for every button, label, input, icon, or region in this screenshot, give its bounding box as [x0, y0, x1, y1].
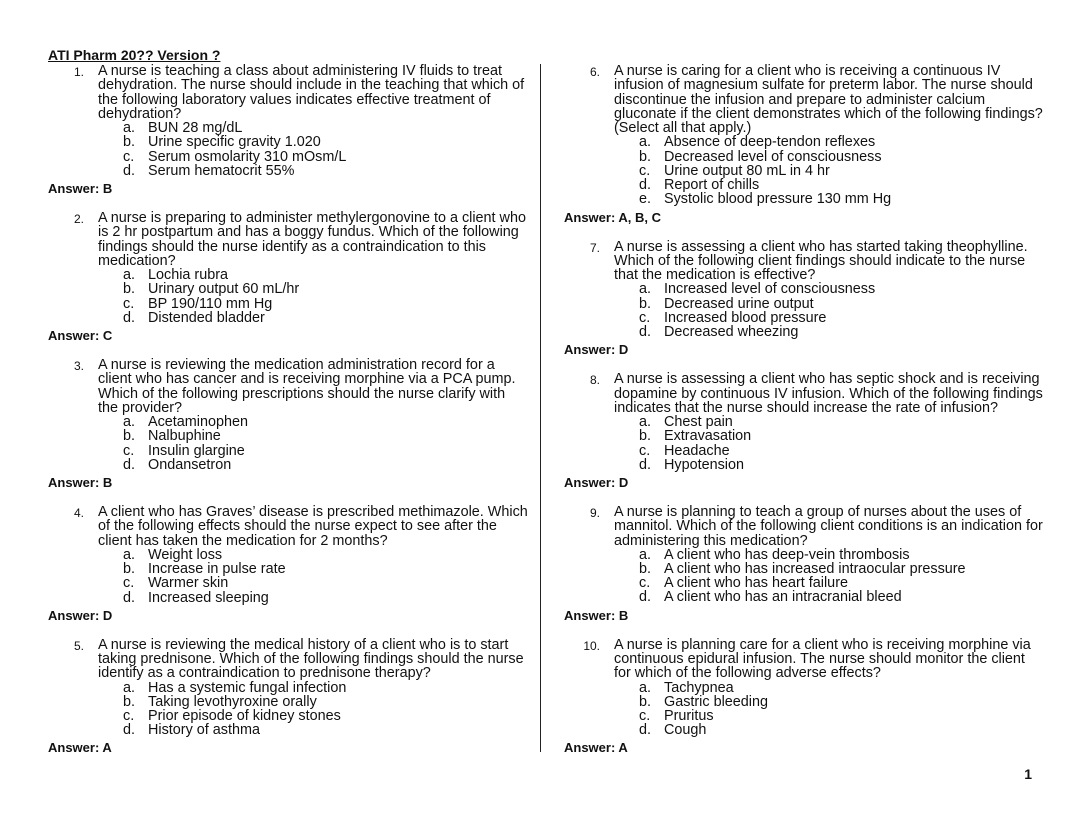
option	[639, 576, 1044, 590]
question-number: 4.	[73, 506, 84, 520]
question-number: 5.	[73, 638, 84, 653]
question-8	[564, 372, 1044, 490]
option	[123, 311, 528, 325]
option-list	[123, 681, 528, 738]
option-letter: b.	[123, 561, 136, 578]
option-text: A client who has deep-vein thrombosis	[664, 546, 910, 563]
option-text: Increased blood pressure	[664, 309, 827, 326]
option	[123, 562, 528, 576]
option-letter: c.	[639, 707, 651, 724]
option-letter: a.	[123, 679, 136, 696]
option-list	[639, 415, 1044, 472]
option-letter: c.	[639, 162, 651, 179]
answer-key: Answer: A	[564, 740, 628, 756]
option-text: Increased sleeping	[148, 589, 269, 606]
option-letter: c.	[123, 575, 135, 592]
option-text: Decreased wheezing	[664, 324, 799, 340]
option-list	[123, 415, 528, 472]
option-list	[639, 282, 1044, 339]
option	[123, 458, 528, 472]
option	[639, 282, 1044, 296]
option	[639, 297, 1044, 311]
option-letter: c.	[639, 442, 651, 459]
option-text: BUN 28 mg/dL	[148, 120, 243, 137]
option-text: Distended bladder	[148, 309, 265, 326]
option-letter: d.	[123, 309, 136, 326]
question-text: A nurse is assessing a client who has started taking theophylline. Which of the following client findings should indicate to the nurse that the medication is effective?	[614, 238, 1028, 284]
option-text: Decreased urine output	[664, 295, 814, 312]
option	[639, 192, 1044, 206]
question-7	[564, 240, 1044, 358]
option-text: Increased level of consciousness	[664, 281, 876, 298]
option	[639, 178, 1044, 192]
option-letter: d.	[123, 589, 136, 606]
right-column	[564, 63, 1044, 755]
option	[639, 562, 1044, 576]
option	[639, 590, 1044, 604]
question-text: A nurse is teaching a class about administering IV fluids to treat dehydration. The nurse should include in the teaching that which of the following laboratory values indicates effective treatment of dehydration?	[98, 63, 525, 122]
question-6	[564, 64, 1044, 225]
question-1	[48, 64, 528, 196]
option-text: Report of chills	[664, 177, 760, 194]
option	[123, 164, 528, 178]
option	[123, 695, 528, 709]
option-text: Headache	[664, 442, 730, 459]
option	[639, 695, 1044, 709]
question-text: A nurse is caring for a client who is receiving a continuous IV infusion of magnesium sulfate for preterm labor. The nurse should discontinue the infusion and prepare to administer calcium gluconate if the client demonstrates which of the following findings? (Select all that apply.)	[614, 63, 1043, 137]
left-column	[48, 63, 528, 755]
option-text: Hypotension	[664, 456, 744, 473]
option-text: Prior episode of kidney stones	[148, 708, 341, 724]
option-letter: c.	[123, 708, 135, 724]
option-letter: c.	[123, 442, 135, 459]
option-text: Cough	[664, 722, 707, 739]
question-text: A nurse is planning to teach a group of nurses about the uses of mannitol. Which of the following client conditions is an indication for administering this medication?	[614, 503, 1043, 549]
option-text: Urinary output 60 mL/hr	[148, 281, 300, 298]
option-text: Serum hematocrit 55%	[148, 162, 295, 179]
question-number: 8.	[589, 373, 600, 388]
option	[123, 681, 528, 695]
option-text: Urine specific gravity 1.020	[148, 134, 321, 151]
option	[123, 268, 528, 282]
question-number: 3.	[73, 359, 84, 373]
option	[123, 121, 528, 135]
answer-key: Answer: A	[48, 740, 112, 756]
option-list	[639, 548, 1044, 605]
option-text: Taking levothyroxine orally	[148, 693, 317, 710]
question-number: 6.	[589, 65, 600, 79]
document-title: ATI Pharm 20?? Version ?	[48, 47, 221, 63]
option-text: Ondansetron	[148, 456, 232, 473]
question-2	[48, 211, 528, 343]
option-list	[639, 135, 1044, 206]
option-letter: e.	[639, 191, 652, 208]
question-text: A nurse is reviewing the medication administration record for a client who has cancer and is receiving morphine via a PCA pump. Which of the following prescriptions should the nurse clarify with the provider?	[98, 357, 516, 416]
option	[639, 458, 1044, 472]
question-5	[48, 638, 528, 756]
option	[639, 723, 1044, 737]
question-text: A client who has Graves’ disease is prescribed methimazole. Which of the following effects should the nurse expect to see after the client has taken the medication for 2 months?	[98, 504, 528, 549]
option-text: Chest pain	[664, 414, 733, 431]
option-letter: d.	[639, 177, 652, 194]
question-text: A nurse is assessing a client who has septic shock and is receiving dopamine by continuous IV infusion. Which of the following findings indicates that the nurse should increase the rate of infusion?	[614, 371, 1043, 416]
option-letter: c.	[639, 575, 651, 592]
option-letter: d.	[639, 589, 652, 606]
question-10	[564, 638, 1044, 756]
option-text: Decreased level of consciousness	[664, 148, 882, 165]
option-text: Insulin glargine	[148, 442, 245, 459]
option-letter: a.	[639, 414, 652, 431]
option	[639, 135, 1044, 149]
question-number: 1.	[73, 65, 84, 79]
question-number: 10.	[583, 638, 600, 653]
question-4	[48, 505, 528, 623]
option	[123, 150, 528, 164]
option	[639, 548, 1044, 562]
option-list	[123, 121, 528, 178]
option-text: History of asthma	[148, 722, 260, 739]
option-letter: d.	[639, 722, 652, 739]
option-text: Pruritus	[664, 707, 714, 724]
option	[123, 576, 528, 590]
option	[123, 723, 528, 737]
column-divider	[540, 64, 541, 752]
question-text: A nurse is preparing to administer methylergonovine to a client who is 2 hr postpartum and has a boggy fundus. Which of the following findings should the nurse identify as a contraindication to this medication?	[98, 210, 526, 269]
option-text: Nalbuphine	[148, 428, 221, 445]
option-list	[639, 681, 1044, 738]
option-letter: d.	[123, 722, 136, 739]
answer-key: Answer: B	[48, 181, 113, 196]
option-text: Absence of deep-tendon reflexes	[664, 134, 876, 151]
option-text: Serum osmolarity 310 mOsm/L	[148, 148, 347, 165]
option-letter: a.	[123, 546, 136, 563]
option	[123, 415, 528, 429]
option-text: A client who has increased intraocular pressure	[664, 561, 966, 577]
option	[123, 297, 528, 311]
answer-key: Answer: A, B, C	[564, 209, 662, 225]
question-number: 7.	[589, 240, 600, 255]
option	[123, 444, 528, 458]
answer-key: Answer: D	[564, 342, 629, 358]
option-letter: c.	[123, 148, 135, 165]
option-text: Extravasation	[664, 428, 752, 445]
option-list	[123, 548, 528, 605]
option	[639, 709, 1044, 723]
option-letter: d.	[639, 324, 652, 340]
option	[123, 429, 528, 443]
option	[639, 164, 1044, 178]
option-list	[123, 268, 528, 325]
answer-key: Answer: C	[48, 328, 113, 343]
option-letter: a.	[123, 414, 136, 431]
answer-key: Answer: D	[48, 607, 113, 623]
option	[123, 548, 528, 562]
option	[123, 135, 528, 149]
option	[639, 325, 1044, 339]
option-text: Tachypnea	[664, 679, 734, 696]
option-text: Urine output 80 mL in 4 hr	[664, 162, 830, 179]
option-text: Warmer skin	[148, 575, 229, 592]
option-text: Has a systemic fungal infection	[148, 679, 347, 696]
option-letter: a.	[639, 546, 652, 563]
option-text: Lochia rubra	[148, 267, 228, 284]
option-text: A client who has an intracranial bleed	[664, 589, 902, 606]
option-text: Acetaminophen	[148, 414, 249, 431]
option	[639, 150, 1044, 164]
question-9	[564, 505, 1044, 623]
question-number: 2.	[73, 212, 84, 226]
answer-key: Answer: D	[564, 474, 629, 490]
option-letter: b.	[123, 693, 136, 710]
option-text: BP 190/110 mm Hg	[148, 295, 273, 312]
option-text: Weight loss	[148, 546, 223, 563]
option-text: Increase in pulse rate	[148, 561, 286, 578]
question-3	[48, 358, 528, 490]
option-letter: a.	[123, 120, 136, 137]
option-letter: b.	[639, 693, 652, 710]
option-letter: b.	[123, 134, 136, 151]
question-text: A nurse is planning care for a client who is receiving morphine via continuous epidural infusion. The nurse should monitor the client for which of the following adverse effects?	[614, 636, 1031, 682]
option	[639, 429, 1044, 443]
page-number: 1	[1024, 766, 1032, 782]
option	[123, 709, 528, 723]
option-letter: a.	[639, 134, 652, 151]
option-letter: b.	[639, 148, 652, 165]
option	[639, 444, 1044, 458]
option	[123, 282, 528, 296]
option-letter: a.	[639, 281, 652, 298]
option-letter: b.	[639, 295, 652, 312]
option-text: Systolic blood pressure 130 mm Hg	[664, 191, 892, 208]
option	[639, 681, 1044, 695]
answer-key: Answer: B	[48, 475, 113, 490]
option-letter: d.	[123, 456, 136, 473]
option-letter: b.	[123, 428, 136, 445]
question-text: A nurse is reviewing the medical history of a client who is to start taking prednisone. Which of the following findings should the nurse identify as a contraindication to prednisone therapy?	[98, 636, 524, 682]
option-letter: c.	[639, 309, 651, 326]
option	[123, 591, 528, 605]
option-letter: d.	[639, 456, 652, 473]
answer-key: Answer: B	[564, 607, 629, 623]
option-letter: b.	[639, 561, 652, 577]
option-letter: d.	[123, 162, 136, 179]
option-letter: a.	[123, 267, 136, 284]
option-letter: c.	[123, 295, 135, 312]
option-text: Gastric bleeding	[664, 693, 768, 710]
option-letter: b.	[123, 281, 136, 298]
option-letter: a.	[639, 679, 652, 696]
option	[639, 311, 1044, 325]
option	[639, 415, 1044, 429]
question-number: 9.	[589, 505, 600, 520]
option-text: A client who has heart failure	[664, 575, 848, 592]
option-letter: b.	[639, 428, 652, 445]
